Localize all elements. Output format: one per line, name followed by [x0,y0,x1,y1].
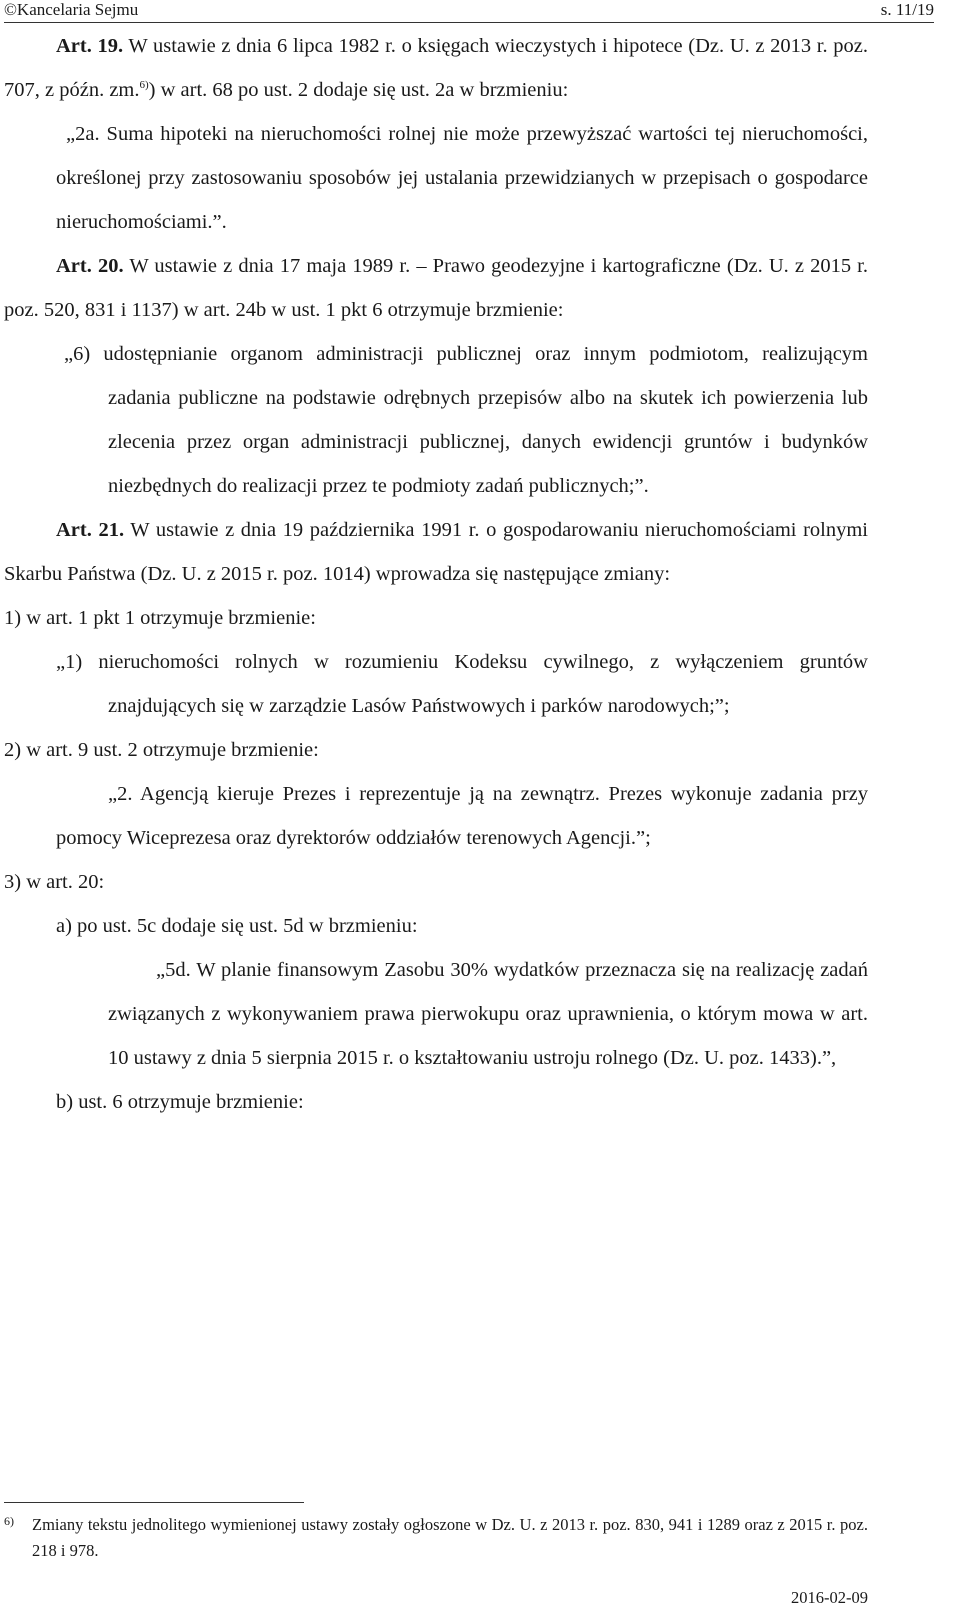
art-21-item-1-quote: „1) nieruchomości rolnych w rozumieniu Kodeksu cywilnego, z wyłączeniem gruntów znajdujących się w zarządzie Lasów Państwowych i parków narodowych;”; [56,651,868,717]
document-date: 2016-02-09 [791,1588,868,1607]
art-21-item-1: 1) w art. 1 pkt 1 otrzymuje brzmienie: [4,607,316,629]
art-19-quote: „2a. Suma hipoteki na nieruchomości rolnej nie może przewyższać wartości tej nieruchomości, określonej przy zastosowaniu sposobów jej ustalania przewidzianych w przepisach o gospodarce nieruchomościami.”. [56,123,868,233]
header-copyright: ©Kancelaria Sejmu [4,0,139,19]
art-19-text: W ustawie z dnia 6 lipca 1982 r. o księgach wieczystych i hipotece (Dz. U. z 2013 r. poz. 707, z późn. zm. [4,35,868,101]
art-19 [4,24,868,112]
header-rule [4,22,934,23]
footnote [4,1512,868,1564]
art-21-item-3a: a) po ust. 5c dodaje się ust. 5d w brzmieniu: [56,915,418,937]
art-20-text: W ustawie z dnia 17 maja 1989 r. – Prawo geodezyjne i kartograficzne (Dz. U. z 2015 r. poz. 520, 831 i 1137) w art. 24b w ust. 1 pkt 6 otrzymuje brzmienie: [4,255,868,321]
art-20-label: Art. 20. [56,255,124,277]
page-number: s. 11/19 [880,0,934,19]
art-21-text: W ustawie z dnia 19 października 1991 r. o gospodarowaniu nieruchomościami rolnymi Skarbu Państwa (Dz. U. z 2015 r. poz. 1014) wprowadza się następujące zmiany: [4,519,868,585]
art-21-item-3: 3) w art. 20: [4,871,105,893]
art-21-label: Art. 21. [56,519,125,541]
footnote-ref[interactable]: 6) [139,79,149,92]
page-header [0,0,960,24]
footnote-text: Zmiany tekstu jednolitego wymienionej ustawy zostały ogłoszone w Dz. U. z 2013 r. poz. 830, 941 i 1289 oraz z 2015 r. poz. 218 i 978. [32,1515,868,1560]
art-21 [4,508,868,596]
document-body [4,24,868,1124]
art-21-item-3a-quote: „5d. W planie finansowym Zasobu 30% wydatków przeznacza się na realizację zadań związanych z wykonywaniem prawa pierwokupu oraz uprawnienia, o którym mowa w art. 10 ustawy z dnia 5 sierpnia 2015 r. o kształtowaniu ustroju rolnego (Dz. U. poz. 1433).”, [108,959,868,1069]
footnote-marker: 6) [4,1514,14,1528]
art-20 [4,244,868,332]
art-19-label: Art. 19. [56,35,124,57]
footnote-rule [4,1502,304,1503]
art-21-item-2: 2) w art. 9 ust. 2 otrzymuje brzmienie: [4,739,319,761]
art-19-text-cont: ) w art. 68 po ust. 2 dodaje się ust. 2a w brzmieniu: [148,79,569,101]
art-21-item-2-quote: „2. Agencją kieruje Prezes i reprezentuje ją na zewnątrz. Prezes wykonuje zadania przy pomocy Wiceprezesa oraz dyrektorów oddziałów terenowych Agencji.”; [56,783,868,849]
art-20-quote: „6) udostępnianie organom administracji publicznej oraz innym podmiotom, realizującym zadania publiczne na podstawie odrębnych przepisów albo na skutek ich powierzenia lub zlecenia przez organ administracji publicznej, danych ewidencji gruntów i budynków niezbędnych do realizacji przez te podmioty zadań publicznych;”. [64,343,868,497]
art-21-item-3b: b) ust. 6 otrzymuje brzmienie: [56,1091,304,1113]
